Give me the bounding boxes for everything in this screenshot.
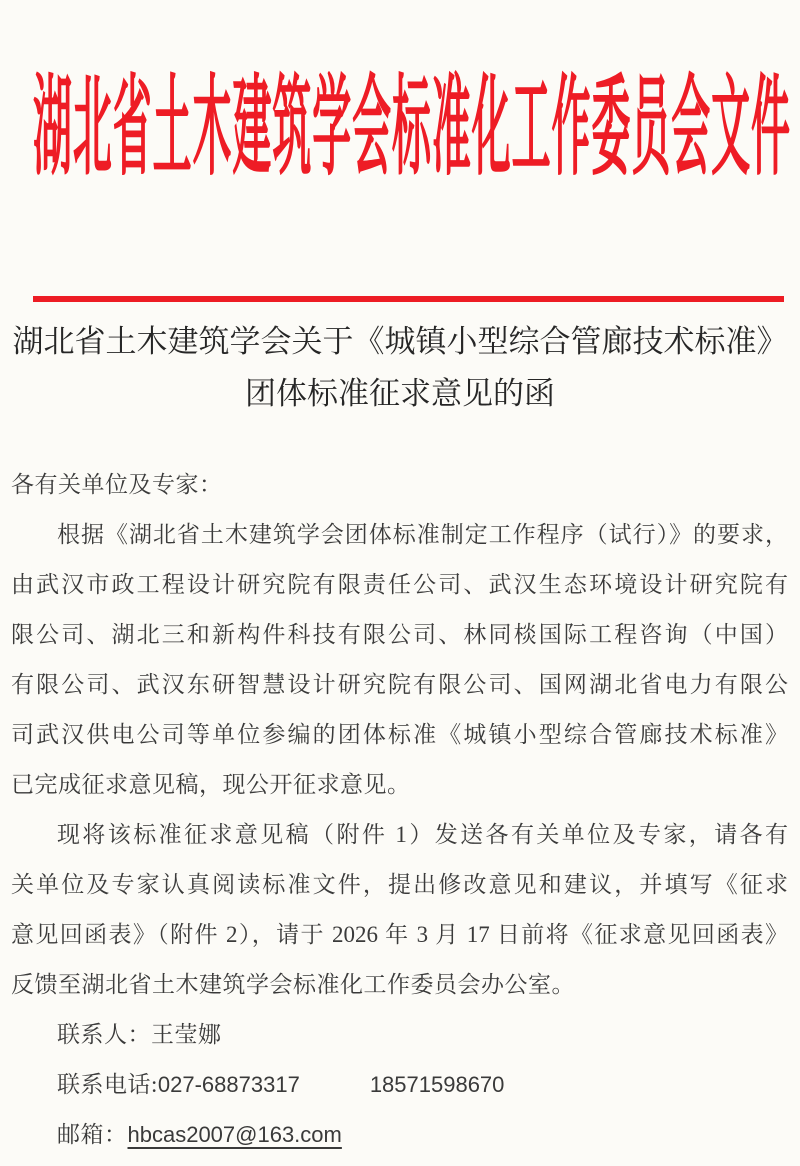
body-line: 关单位及专家认真阅读标准文件，提出修改意见和建议，并填写《征求 <box>11 872 788 897</box>
issuing-authority-title: 湖北省土木建筑学会标准化工作委员会文件 <box>33 69 790 190</box>
contact-person-line <box>11 1010 788 1060</box>
contact-phone-label: 联系电话: <box>57 1072 158 1097</box>
contact-person-name: 王莹娜 <box>151 1022 222 1047</box>
body-line: 已完成征求意见稿，现公开征求意见。 <box>11 772 411 797</box>
body-line: 限公司、湖北三和新构件科技有限公司、林同棪国际工程咨询（中国） <box>11 622 788 647</box>
red-header-banner <box>33 69 790 190</box>
contact-person-label: 联系人： <box>57 1022 151 1047</box>
body-line: 根据《湖北省土木建筑学会团体标准制定工作程序（试行）》的要求， <box>57 522 788 547</box>
contact-phone-landline: 027-68873317 <box>157 1072 300 1097</box>
contact-email-line <box>11 1110 788 1160</box>
body-line: 反馈至湖北省土木建筑学会标准化工作委员会办公室。 <box>11 972 575 997</box>
document-title-line2: 团体标准征求意见的函 <box>245 376 555 411</box>
body-line: 有限公司、武汉东研智慧设计研究院有限公司、国网湖北省电力有限公 <box>11 672 788 697</box>
body-line: 由武汉市政工程设计研究院有限责任公司、武汉生态环境设计研究院有 <box>11 572 788 597</box>
red-divider-rule <box>33 296 784 302</box>
document-body <box>11 460 788 1160</box>
document-title <box>0 316 800 420</box>
body-line: 意见回函表》（附件 2），请于 2026 年 3 月 17 日前将《征求意见回函表》 <box>11 922 788 947</box>
contact-phone-mobile: 18571598670 <box>369 1072 505 1097</box>
contact-phone-line <box>11 1060 788 1110</box>
body-line: 现将该标准征求意见稿（附件 1）发送各有关单位及专家，请各有 <box>57 822 788 847</box>
email-link[interactable]: hbcas2007@163.com <box>127 1122 342 1147</box>
body-line: 司武汉供电公司等单位参编的团体标准《城镇小型综合管廊技术标准》 <box>11 722 788 747</box>
contact-email-label: 邮箱： <box>57 1122 128 1147</box>
salutation: 各有关单位及专家： <box>11 472 223 497</box>
document-title-line1: 湖北省土木建筑学会关于《城镇小型综合管廊技术标准》 <box>12 324 788 359</box>
